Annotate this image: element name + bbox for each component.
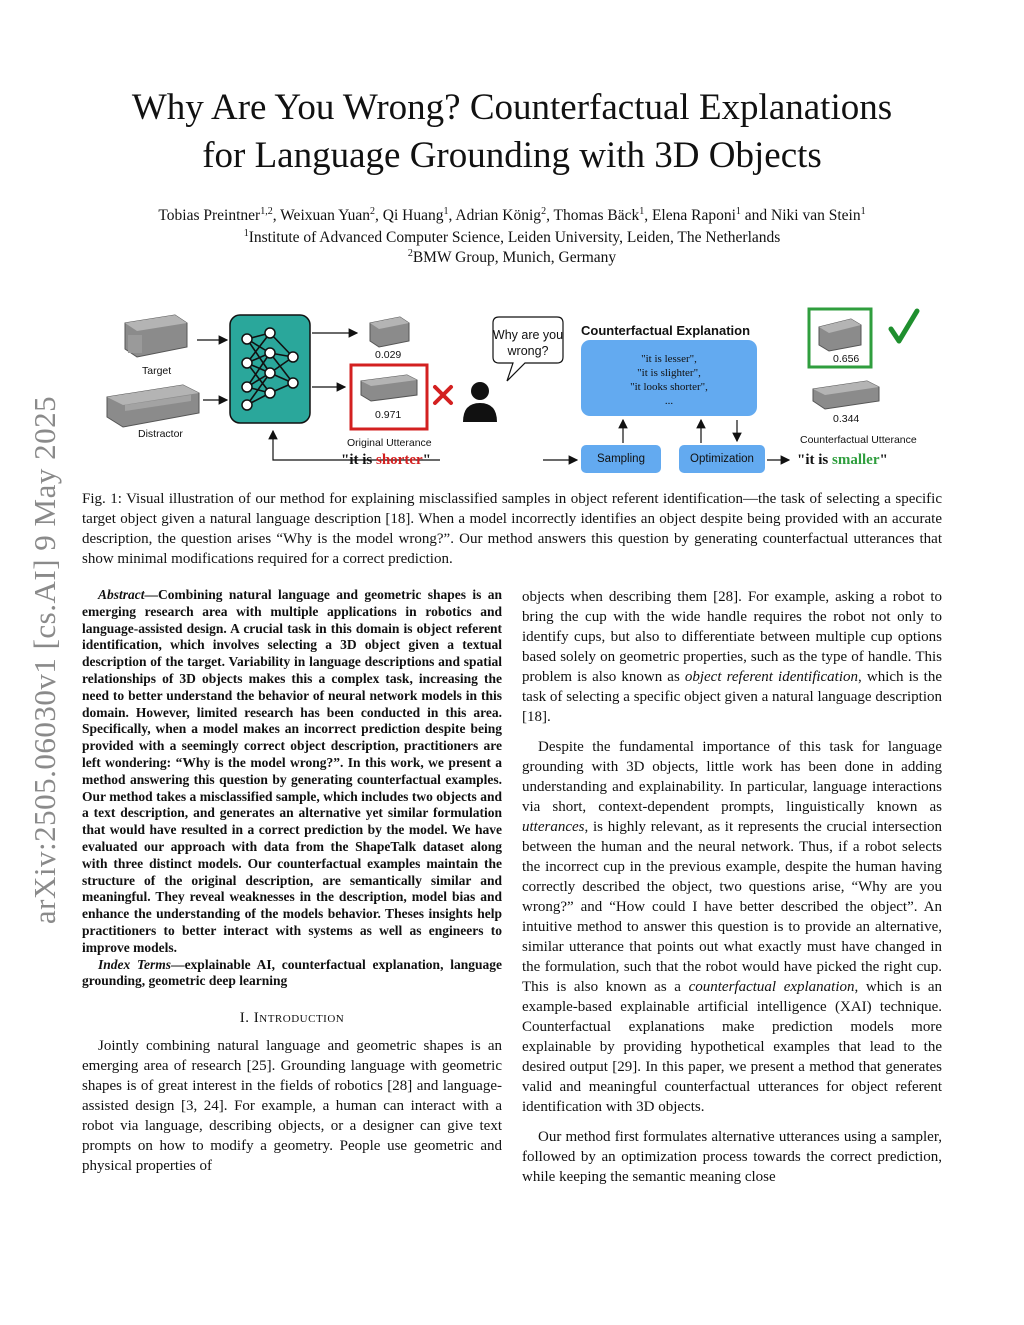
bubble-text: Why are you wrong? — [492, 328, 564, 358]
right-column — [522, 587, 942, 1187]
target-sofa-icon — [125, 315, 187, 357]
paragraph: Despite the fundamental importance of this task for language grounding with 3D objects, little work has been done in adding understanding and explainability. In particular, language interactions via short, context-dependent prompts, linguistically known as utterances, is highly relevant, as it represents the crucial intersection between the human and the neural network. Thus, if a robot selects the incorrect cup in the previous example, despite the human having correctly described the object, two questions arise, “Why are you wrong?” and “How could I have better described the object”. An intuitive method to answer this question is to provide an alternative, similar utterance that points out what exactly must have changed in the formulation, such that the robot would have picked the right cup. This is also known as a counterfactual explanation, which is an example-based explainable artificial intelligence (XAI) technique. Counterfactual explanations make prediction models more explainable by providing hypothetical examples that lead to the desired output [29]. In this paper, we present a method that generates valid and meaningful counterfactual utterances for object referent identification with 3D objects. — [522, 739, 942, 1115]
counterfactual-utterance: "it is smaller" — [797, 452, 888, 468]
figure-caption: Fig. 1: Visual illustration of our method for explaining misclassified samples in object referent identification—the task of selecting a specific target object given a natural language description [18]. When a model incorrectly identifies an object despite being provided with an accurate description, the question arises “Why is the model wrong?”. Our method answers this question by generating counterfactual utterances that show minimal modifications required for a correct prediction. — [82, 491, 942, 567]
title-line-2: for Language Grounding with 3D Objects — [202, 135, 822, 176]
section-heading: I. Introduction — [239, 1010, 345, 1027]
paragraph: Our method first formulates alternative utterances using a sampler, followed by an optimization process towards the correct prediction, while keeping the semantic meaning close — [522, 1129, 942, 1185]
figure-1 — [95, 305, 955, 485]
original-utterance: "it is shorter" — [341, 452, 431, 468]
target-probability: 0.029 — [375, 349, 402, 361]
target-sofa-result-icon — [819, 319, 861, 351]
author: Niki van Stein — [771, 207, 861, 225]
author: Tobias Preintner — [158, 207, 261, 225]
distractor-sofa-icon — [107, 385, 199, 427]
target-label: Target — [142, 365, 172, 377]
distractor-label: Distractor — [138, 428, 183, 440]
author: Adrian König — [455, 207, 542, 225]
counterfactual-candidates — [581, 340, 757, 416]
paper-title — [60, 84, 964, 180]
author-list: Tobias Preintner$^{1,2}$, Weixuan Yuan$^2$, Qi Huang$^1$, Adrian König$^2$, Thomas Bäck$^1$, Elena Raponi$^1$ and Niki van Stein$^1$ — [158, 206, 866, 225]
distractor-sofa-small-icon — [361, 375, 417, 401]
distractor-sofa-result-icon — [813, 381, 879, 409]
target-sofa-small-icon — [370, 317, 409, 347]
abstract: Abstract—Combining natural language and geometric shapes is an emerging research area with multiple applications in robotics and language-assisted design. A crucial task in this domain is object referent identification, which involves selecting a 3D object given a textual description of the target. Variability in language descriptions and spatial relationships of 3D objects makes this a complex task, increasing the need to better understand the behavior of neural network models in this domain. However, limited research has been conducted in this area. Specifically, when a model makes an incorrect prediction despite being provided with a seemingly correct object description, practitioners are left wondering: “Why is the model wrong?”. In this work, we present a method answering this question by generating counterfactual examples. Our method takes a misclassified sample, which includes two objects and a text description, and generates an alternative yet similar formulation that would have resulted in a correct prediction by the model. We have evaluated our approach with data from the ShapeTalk dataset along with three distinct models. Our counterfactual examples maintain the structure of the original description, are semantically similar and meaningful. They reveal weaknesses in the description, model bias and enhance the understanding of the models behavior. Theses insights help practitioners to better interact with systems as well as engineers to improve models. — [82, 587, 502, 955]
optimization-box: Optimization — [679, 445, 765, 473]
left-column — [82, 587, 502, 1176]
arxiv-id: arXiv:2505.06030v1 [cs.AI] 9 May 2025 — [27, 395, 62, 925]
candidate: "it is slighter", — [637, 367, 701, 379]
candidate: "it is lesser", — [641, 353, 697, 365]
title-line-1: Why Are You Wrong? Counterfactual Explanations — [131, 87, 893, 128]
sampling-box: Sampling — [581, 445, 661, 473]
author: Qi Huang — [382, 207, 444, 225]
affiliation-1: $^1$Institute of Advanced Computer Science, Leiden University, Leiden, The Netherlands — [243, 228, 781, 247]
new-target-probability: 0.656 — [833, 353, 860, 365]
affiliation-2: $^2$BMW Group, Munich, Germany — [407, 248, 617, 267]
check-icon — [891, 311, 917, 341]
index-terms: Index Terms—explainable AI, counterfactual explanation, language grounding, geometric deep learning — [82, 956, 502, 989]
arxiv-stamp — [20, 380, 70, 940]
original-utterance-label: Original Utterance — [347, 437, 432, 449]
counterfactual-utterance-label: Counterfactual Utterance — [800, 434, 917, 446]
person-icon — [463, 382, 497, 422]
distractor-probability: 0.971 — [375, 409, 402, 421]
wrong-x-icon — [435, 387, 451, 403]
counterfactual-title: Counterfactual Explanation — [581, 323, 751, 338]
author: Elena Raponi — [651, 207, 736, 225]
author: Weixuan Yuan — [280, 207, 371, 225]
neural-network-icon — [230, 315, 310, 423]
author: Thomas Bäck — [553, 207, 640, 225]
candidate: ... — [664, 395, 674, 407]
candidate: "it looks shorter", — [630, 381, 708, 393]
paragraph: objects when describing them [28]. For example, asking a robot to bring the cup with the wide handle requires the robot not only to identify cups, but also to differentiate between multiple cup options based solely on geometric properties, such as the type of handle. This problem is also known as object referent identification, which is the task of selecting a specific object given a natural language description [18]. — [522, 589, 942, 725]
intro-paragraph: Jointly combining natural language and geometric shapes is an emerging area of research [25]. Grounding language with geometric shapes is of great interest in the fields of robotics [28] and language-assisted design [3, 24]. For example, a human can interact with a robot via language, describing objects, or a designer can give text prompts on how to modify a geometry. People use geometric and physical properties of — [82, 1038, 502, 1175]
new-distractor-probability: 0.344 — [833, 413, 860, 425]
